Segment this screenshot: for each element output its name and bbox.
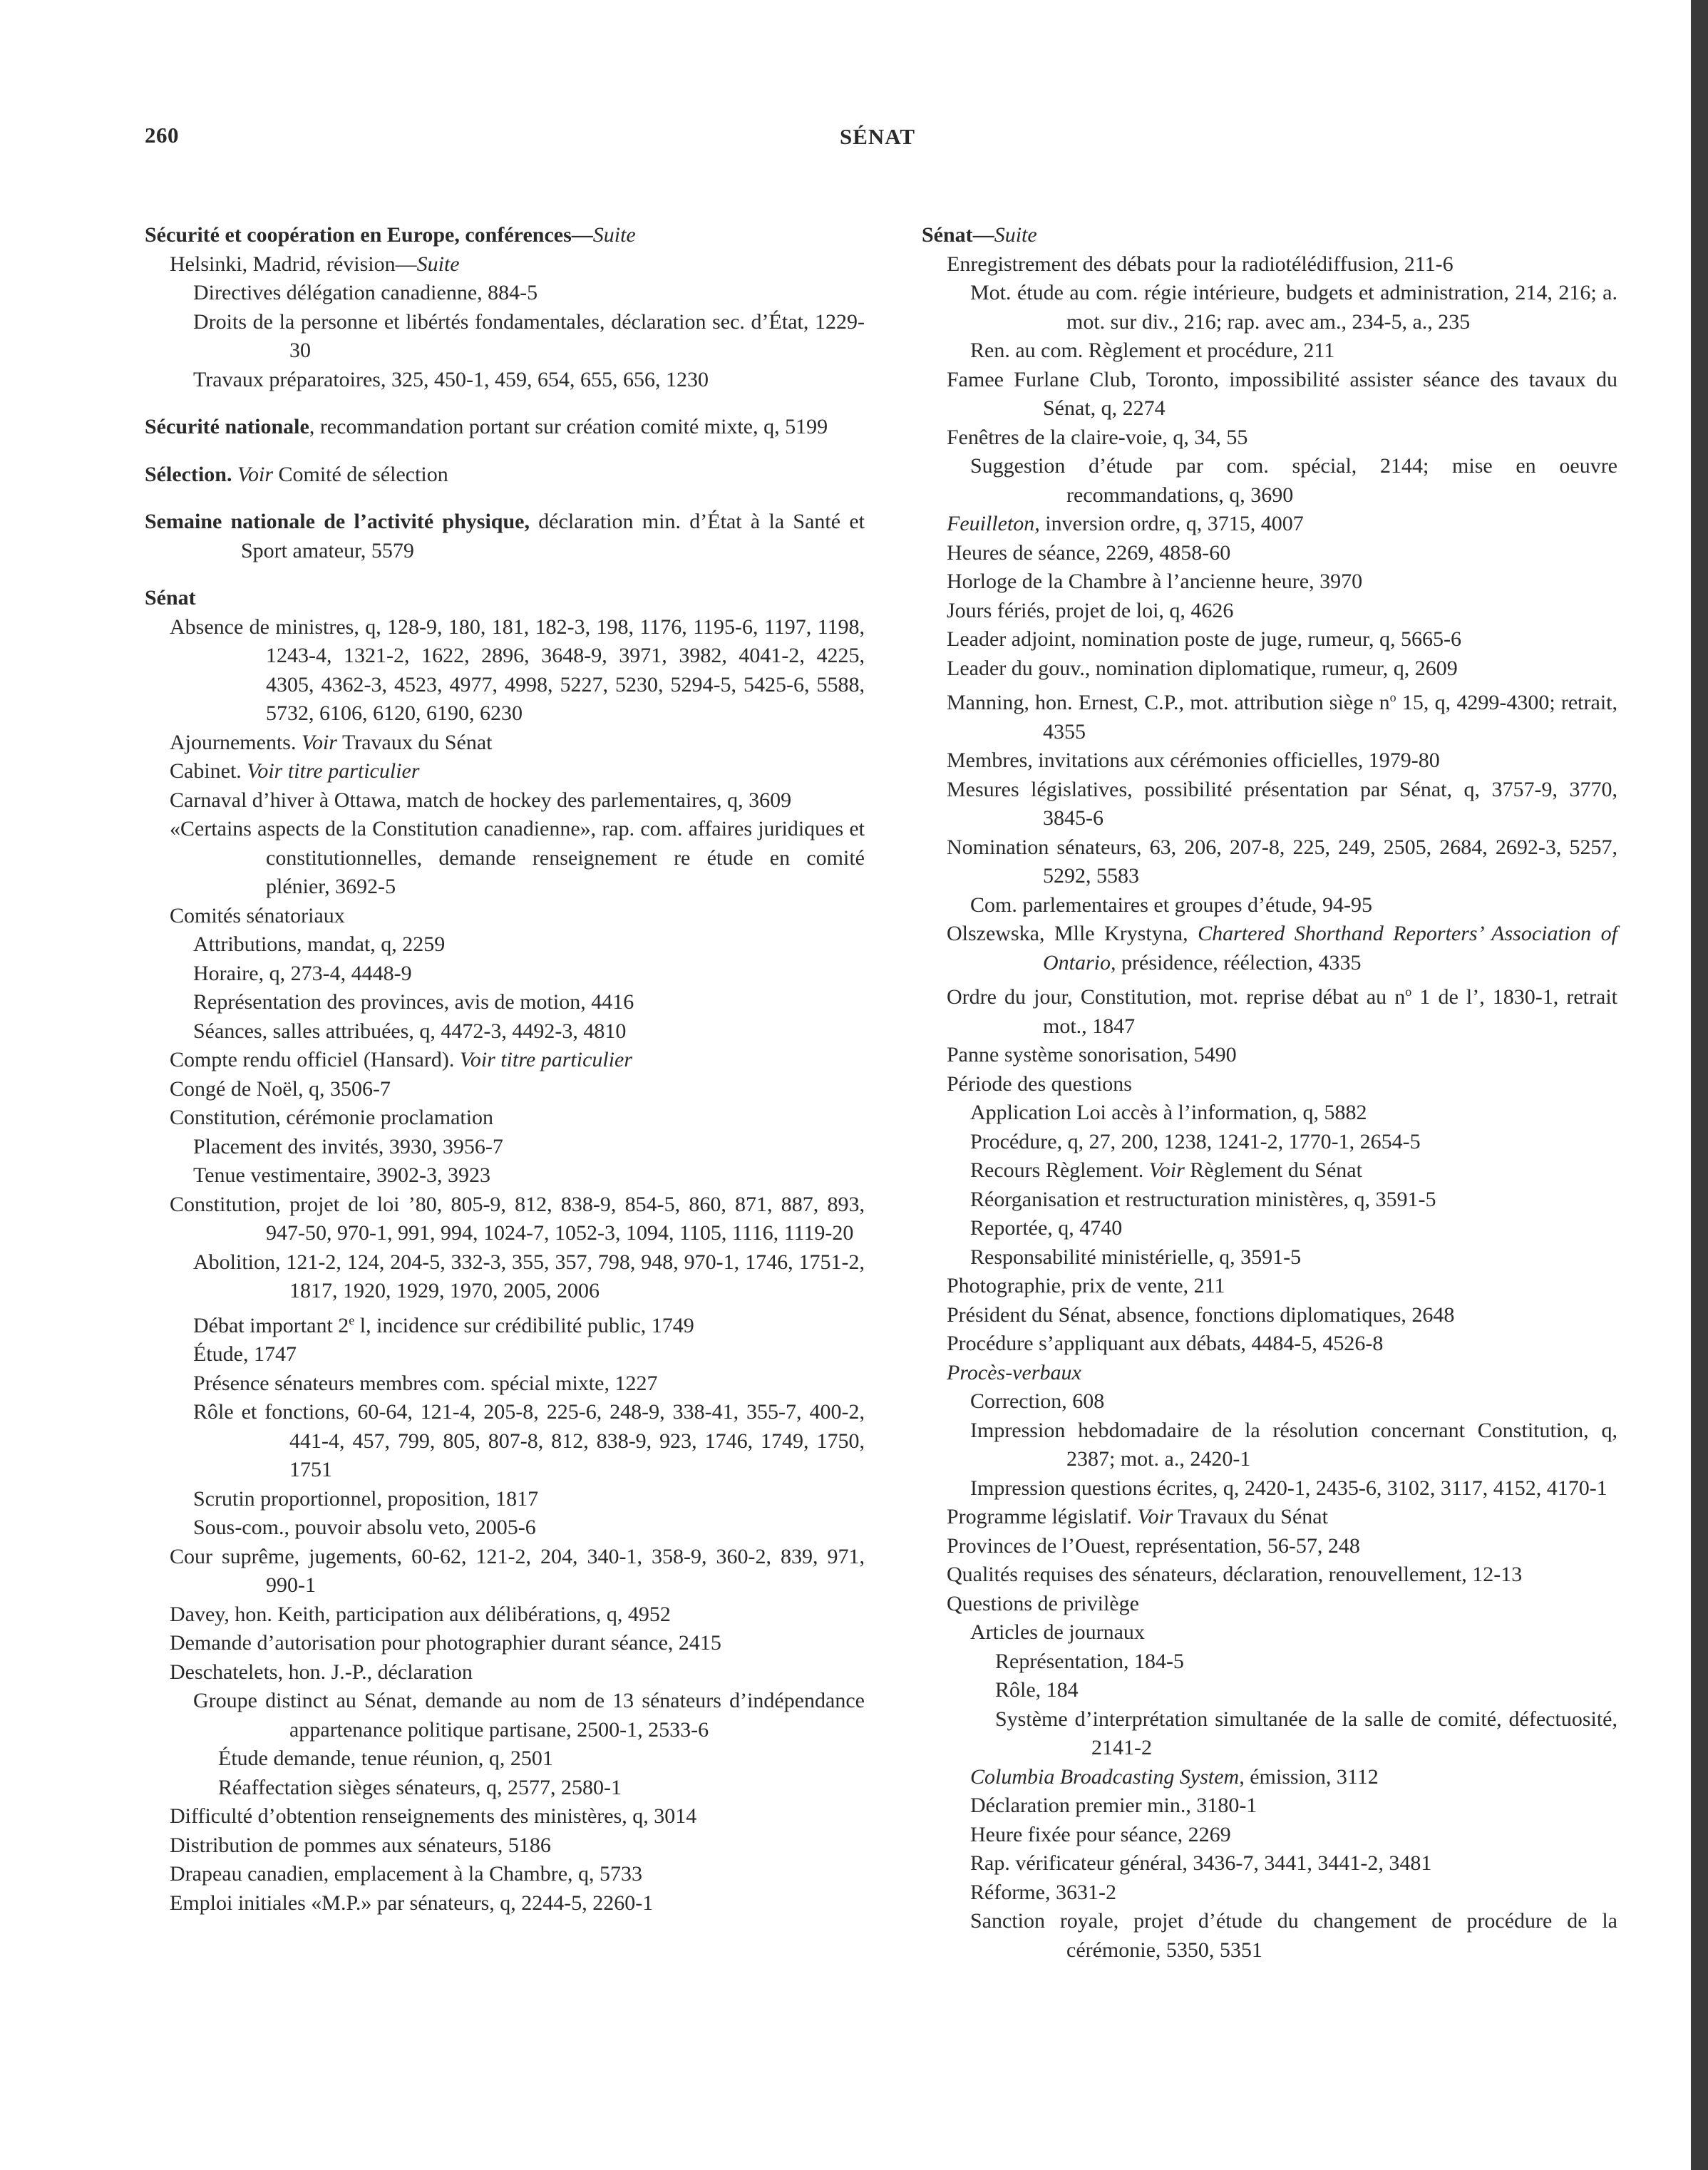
entry-text: Système d’interprétation simultanée de la salle de comité, défectuosité, 2141-2 [995,1707,1617,1759]
entry-text: Séances, salles attribuées, q, 4472-3, 4492-3, 4810 [193,1019,627,1043]
entry-text: Articles de journaux [970,1620,1145,1644]
index-heading [145,584,865,613]
index-entry [922,891,1617,920]
entry-text: Reportée, q, 4740 [970,1216,1123,1240]
index-entry [922,250,1617,279]
entry-text: Cour suprême, jugements, 60-62, 121-2, 204, 340-1, 358-9, 360-2, 839, 971, 990-1 [170,1544,865,1597]
entry-text: Impression questions écrites, q, 2420-1, 2435-6, 3102, 3117, 4152, 4170-1 [970,1476,1607,1500]
entry-text [232,463,237,486]
index-entry [922,1618,1617,1647]
index-entry [145,1629,865,1658]
index-entry [922,746,1617,776]
index-entry [145,902,865,931]
index-entry [922,1041,1617,1070]
entry-text: Programme législatif. [947,1505,1138,1528]
index-entry [922,567,1617,597]
entry-text: Horloge de la Chambre à l’ancienne heure, 3970 [947,570,1363,593]
entry-text: , recommandation portant sur création comité mixte, q, 5199 [309,415,828,438]
entry-text: Voir [1148,1158,1185,1182]
index-entry [922,1907,1617,1965]
entry-text: «Certains aspects de la Constitution canadienne», rap. com. affaires juridiques et constitutionnelles, demande renseignement re étude en comité plénier, 3692-5 [170,817,865,898]
entry-text: Scrutin proportionnel, proposition, 1817 [193,1486,539,1511]
index-entry [922,452,1617,510]
index-entry [145,1046,865,1075]
entry-text: Sous-com., pouvoir absolu veto, 2005-6 [193,1516,536,1539]
index-entry [145,786,865,816]
entry-text: Fenêtres de la claire-voie, q, 34, 55 [947,425,1248,449]
entry-text: Demande d’autorisation pour photographier durant séance, 2415 [170,1631,721,1655]
entry-text: Davey, hon. Keith, participation aux délibérations, q, 4952 [170,1602,671,1626]
index-entry [922,1532,1617,1561]
entry-text: Travaux préparatoires, 325, 450-1, 459, 654, 655, 656, 1230 [193,367,709,391]
index-entry [922,1186,1617,1215]
entry-text: Semaine nationale de l’activité physique, [145,510,530,533]
entry-text: 15, q, 4299-4300; retrait, 4355 [1043,691,1617,744]
index-entry [922,279,1617,336]
index-entry [145,1600,865,1630]
index-entry [922,977,1617,1041]
entry-text: Enregistrement des débats pour la radiotélédiffusion, 211-6 [947,252,1454,276]
index-entry [145,1513,865,1543]
index-entry [922,366,1617,423]
index-entry [922,1156,1617,1186]
index-column-left [145,221,865,1918]
entry-text: déclaration min. d’État à la Santé et Sport amateur, 5579 [241,510,865,562]
index-entry [145,1017,865,1047]
entry-text: Olszewska, Mlle Krystyna, [947,922,1198,945]
entry-text: Nomination sénateurs, 63, 206, 207-8, 225, 249, 2505, 2684, 2692-3, 5257, 5292, 5583 [947,835,1617,888]
index-column-right [922,221,1617,1965]
index-entry [145,729,865,758]
index-entry [145,988,865,1017]
page-number: 260 [145,123,179,148]
index-entry [922,336,1617,366]
index-entry [922,1763,1617,1792]
entry-text: Chartered Shorthand Reporters’ Association of Ontario, [1043,922,1617,975]
entry-text: Suggestion d’étude par com. spécial, 2144; mise en oeuvre recommandations, q, 3690 [970,454,1617,507]
entry-text: présidence, réélection, 4335 [1116,950,1362,975]
entry-text: Mot. étude au com. régie intérieure, budgets et administration, 214, 216; a. mot. sur div., 216; rap. avec am., 234-5, a., 235 [970,281,1617,334]
entry-text: Travaux du Sénat [336,730,493,754]
index-entry [145,250,865,279]
index-entry [922,1128,1617,1157]
entry-text: Suite [592,223,636,247]
index-entry [145,1191,865,1248]
index-entry [922,654,1617,684]
index-entry [922,1878,1617,1908]
entry-text: Questions de privilège [947,1591,1139,1615]
entry-text: Drapeau canadien, emplacement à la Chambre, q, 5733 [170,1862,643,1886]
index-entry [922,1214,1617,1243]
index-entry [922,1474,1617,1503]
entry-text: Provinces de l’Ouest, représentation, 56-57, 248 [947,1533,1360,1558]
entry-text: Constitution, cérémonie proclamation [170,1106,494,1129]
index-entry [922,1676,1617,1705]
index-entry [922,1590,1617,1619]
index-entry [145,1774,865,1803]
entry-text: Jours fériés, projet de loi, q, 4626 [947,598,1234,622]
entry-text: Attributions, mandat, q, 2259 [193,932,446,956]
entry-text: Abolition, 121-2, 124, 204-5, 332-3, 355, 357, 798, 948, 970-1, 1746, 1751-2, 1817, 1920, 1929, 1970, 2005, 2006 [193,1250,865,1302]
entry-text: Absence de ministres, q, 128-9, 180, 181, 182-3, 198, 1176, 1195-6, 1197, 1198, 1243-4, 1321-2, 1622, 2896, 3648-9, 3971, 3982, 4041-2, 4225, 4305, 4362-3, 4523, 4977, 4998, 5227, 5230, 5294-5, 5425-6, 5588, 5732, 6106, 6120, 6190, 6230 [170,615,865,725]
index-entry [145,757,865,786]
entry-text: Représentation, 184-5 [995,1649,1184,1673]
entry-text: Mesures législatives, possibilité présentation par Sénat, q, 3757-9, 3770, 3845-6 [947,777,1617,830]
entry-text: émission, 3112 [1244,1764,1379,1789]
entry-text: Rôle et fonctions, 60-64, 121-4, 205-8, 225-6, 248-9, 338-41, 355-7, 400-2, 441-4, 457, 799, 805, 807-8, 812, 838-9, 923, 1746, 1749, 1750, 1751 [193,1400,865,1481]
index-entry [922,1272,1617,1301]
index-entry [145,613,865,729]
entry-text: Période des questions [947,1071,1132,1096]
entry-text: Étude demande, tenue réunion, q, 2501 [218,1747,553,1770]
entry-text: Comités sénatoriaux [170,903,345,927]
entry-text: Photographie, prix de vente, 211 [947,1274,1225,1297]
page-edge-shadow [1691,0,1708,2170]
entry-text: Rap. vérificateur général, 3436-7, 3441, 3441-2, 3481 [970,1851,1432,1875]
index-entry [145,1744,865,1774]
entry-text: Sécurité nationale [145,415,309,438]
entry-text: Cabinet. [170,759,247,783]
entry-text: Ajournements. [170,730,302,754]
index-entry [922,920,1617,977]
index-entry [922,776,1617,833]
index-entry [922,1849,1617,1878]
entry-text: Heures de séance, 2269, 4858-60 [947,540,1231,565]
entry-text: Travaux du Sénat [1173,1505,1328,1528]
entry-text: Difficulté d’obtention renseignements des ministères, q, 3014 [170,1804,697,1828]
entry-text: Feuilleton, [947,512,1040,535]
index-entry [922,1099,1617,1128]
index-entry [922,597,1617,626]
index-entry [145,1658,865,1687]
index-heading [922,221,1617,250]
entry-text: Columbia Broadcasting System, [970,1764,1245,1789]
entry-text: Leader du gouv., nomination diplomatique, rumeur, q, 2609 [947,656,1458,680]
index-entry [922,683,1617,746]
entry-text: Congé de Noël, q, 3506-7 [170,1076,391,1101]
index-entry [922,833,1617,891]
entry-text: Heure fixée pour séance, 2269 [970,1822,1231,1846]
entry-text: Leader adjoint, nomination poste de juge, rumeur, q, 5665-6 [947,627,1461,651]
entry-text: 1 de l’, 1830-1, retrait mot., 1847 [1043,985,1617,1038]
index-entry [145,1543,865,1600]
entry-text: Constitution, projet de loi ’80, 805-9, 812, 838-9, 854-5, 860, 871, 887, 893, 947-50, 970-1, 991, 994, 1024-7, 1052-3, 1094, 1105, 1116, 1119-20 [170,1192,865,1245]
index-entry [145,1802,865,1831]
index-entry [922,423,1617,453]
index-entry [922,1243,1617,1272]
index-entry [145,308,865,366]
entry-text: Procédure s’appliquant aux débats, 4484-5, 4526-8 [947,1332,1384,1355]
index-entry [145,1369,865,1399]
index-entry [922,625,1617,654]
entry-text: Distribution de pommes aux sénateurs, 5186 [170,1833,551,1857]
entry-text: Voir [301,730,337,754]
entry-text: Sécurité et coopération en Europe, conférences [145,223,572,247]
entry-text: Rôle, 184 [995,1678,1079,1702]
index-heading [145,461,865,490]
index-entry [922,539,1617,568]
index-entry [145,815,865,902]
entry-text: Com. parlementaires et groupes d’étude, 94-95 [970,893,1372,917]
entry-text: Responsabilité ministérielle, q, 3591-5 [970,1245,1302,1269]
index-heading [145,508,865,565]
entry-text: Impression hebdomadaire de la résolution concernant Constitution, q, 2387; mot. a., 2420-1 [970,1418,1617,1471]
entry-text: Suite [416,252,460,276]
index-entry [922,1560,1617,1590]
index-entry [145,1306,865,1341]
entry-text: Recours Règlement. [970,1158,1149,1182]
entry-text: Réorganisation et restructuration ministères, q, 3591-5 [970,1187,1436,1211]
entry-text: Correction, 608 [970,1389,1105,1413]
entry-text: Carnaval d’hiver à Ottawa, match de hockey des parlementaires, q, 3609 [170,788,792,812]
entry-text: Manning, hon. Ernest, C.P., mot. attribution siège n [947,691,1390,714]
entry-text: Famee Furlane Club, Toronto, impossibilité assister séance des tavaux du Sénat, q, 2274 [947,367,1617,420]
entry-text: Panne système sonorisation, 5490 [947,1043,1237,1066]
entry-text: Qualités requises des sénateurs, déclaration, renouvellement, 12-13 [947,1563,1523,1586]
index-entry [922,1070,1617,1099]
entry-text: Voir [237,462,273,486]
index-entry [922,1387,1617,1416]
entry-text: Suite [994,223,1037,247]
entry-text: Sélection. [145,462,232,486]
entry-text: Emploi initiales «M.P.» par sénateurs, q, 2244-5, 2260-1 [170,1891,654,1915]
entry-text: Ordre du jour, Constitution, mot. reprise débat au n [947,985,1406,1009]
index-entry [922,1330,1617,1359]
entry-text: Représentation des provinces, avis de motion, 4416 [193,990,634,1014]
index-entry [922,1503,1617,1532]
entry-text: — [972,223,994,247]
index-entry [145,1248,865,1306]
entry-text: Directives délégation canadienne, 884-5 [193,281,538,304]
entry-text: Réaffectation sièges sénateurs, q, 2577, 2580-1 [218,1775,622,1799]
index-entry [145,1831,865,1861]
entry-text: Débat important 2 [193,1313,349,1337]
entry-text: Président du Sénat, absence, fonctions diplomatiques, 2648 [947,1302,1455,1327]
entry-text: Voir [1137,1505,1173,1528]
entry-text: Membres, invitations aux cérémonies officielles, 1979-80 [947,749,1440,772]
entry-text: Placement des invités, 3930, 3956-7 [193,1134,503,1158]
entry-text: Droits de la personne et libértés fondamentales, déclaration sec. d’État, 1229-30 [193,309,865,362]
index-entry [145,960,865,989]
index-entry [145,1161,865,1191]
index-entry [145,1889,865,1918]
entry-text: Application Loi accès à l’information, q, 5882 [970,1101,1367,1124]
entry-text: Voir titre particulier [247,759,420,783]
entry-text: e [349,1312,355,1327]
index-entry [922,1705,1617,1763]
entry-text: o [1405,984,1412,999]
index-entry [145,1687,865,1744]
entry-text: o [1389,690,1396,704]
index-heading [145,413,865,442]
index-entry [145,1485,865,1514]
index-entry [145,279,865,308]
entry-text: Voir titre particulier [459,1048,633,1071]
entry-text: Sénat [145,586,196,610]
entry-text: Présence sénateurs membres com. spécial mixte, 1227 [193,1371,658,1395]
entry-text: Tenue vestimentaire, 3902-3, 3923 [193,1163,490,1187]
index-entry [145,930,865,960]
entry-text: inversion ordre, q, 3715, 4007 [1039,512,1304,535]
index-entry [922,1647,1617,1677]
entry-text: — [571,223,593,247]
index-entry [145,1398,865,1485]
entry-text: Helsinki, Madrid, révision— [170,252,417,276]
entry-text: Deschatelets, hon. J.-P., déclaration [170,1660,473,1684]
index-entry [145,1340,865,1369]
entry-text: Ren. au com. Règlement et procédure, 211 [970,339,1335,362]
index-entry [922,1301,1617,1330]
entry-text: Sénat [922,223,973,247]
entry-text: Horaire, q, 273-4, 4448-9 [193,961,412,985]
running-head-title: SÉNAT [840,124,916,149]
entry-text: Déclaration premier min., 3180-1 [970,1794,1257,1817]
entry-text: Procès-verbaux [947,1360,1081,1384]
index-heading [145,221,865,250]
index-entry [145,366,865,395]
index-entry [145,1133,865,1162]
index-entry [922,1416,1617,1474]
index-entry [145,1860,865,1889]
index-entry [145,1104,865,1133]
entry-text: Réforme, 3631-2 [970,1880,1116,1904]
index-entry [922,510,1617,539]
entry-text: Règlement du Sénat [1184,1158,1362,1182]
index-entry [922,1791,1617,1821]
index-entry [922,1359,1617,1388]
entry-text: Comité de sélection [273,462,448,486]
entry-text: l, incidence sur crédibilité public, 1749 [354,1313,694,1337]
index-entry [922,1821,1617,1850]
entry-text: Groupe distinct au Sénat, demande au nom de 13 sénateurs d’indépendance appartenance politique partisane, 2500-1, 2533-6 [193,1689,865,1742]
entry-text: Sanction royale, projet d’étude du changement de procédure de la cérémonie, 5350, 5351 [970,1909,1617,1962]
entry-text: Procédure, q, 27, 200, 1238, 1241-2, 1770-1, 2654-5 [970,1129,1421,1153]
entry-text: Compte rendu officiel (Hansard). [170,1048,460,1071]
entry-text: Étude, 1747 [193,1342,297,1366]
index-entry [145,1075,865,1104]
